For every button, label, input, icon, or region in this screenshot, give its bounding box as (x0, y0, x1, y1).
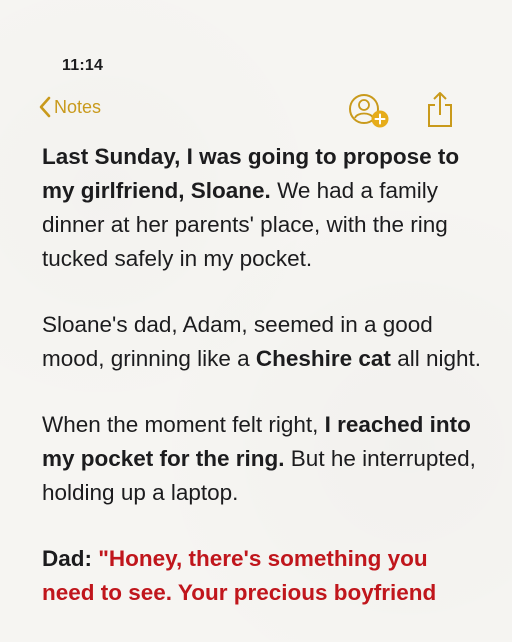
share-button[interactable] (424, 90, 456, 130)
note-text: We had a family dinner at her parents' place, with the ring tucked safely in my pocket. (42, 178, 448, 271)
note-text: Sloane's dad, Adam, seemed in a good mood, grinning like a (42, 312, 433, 371)
dialogue-quote: "Honey, there's something you need to see. Your precious boyfriend (42, 546, 437, 605)
add-people-button[interactable] (348, 92, 390, 130)
status-bar-time: 11:14 (62, 57, 104, 74)
note-paragraph (42, 308, 482, 376)
back-button-label: Notes (54, 96, 102, 117)
note-text: But he interrupted, holding up a laptop. (42, 446, 476, 505)
note-paragraph (42, 542, 482, 610)
note-paragraph (42, 408, 482, 510)
note-bold-text: Last Sunday, I was going to propose to my girlfriend, Sloane. (42, 144, 460, 203)
note-text: When the moment felt right, (42, 412, 325, 437)
note-paragraph (42, 140, 482, 276)
note-body[interactable] (42, 140, 482, 642)
dialogue-speaker: Dad: (42, 546, 99, 571)
note-bold-text: Cheshire cat (255, 346, 391, 371)
add-person-icon (348, 92, 390, 130)
note-bold-text: I reached into my pocket for the ring. (42, 412, 471, 471)
navigation-bar (0, 90, 512, 134)
chevron-left-icon (38, 96, 52, 118)
share-icon (424, 90, 456, 130)
note-text: all night. (390, 346, 481, 371)
back-button[interactable] (38, 96, 101, 118)
